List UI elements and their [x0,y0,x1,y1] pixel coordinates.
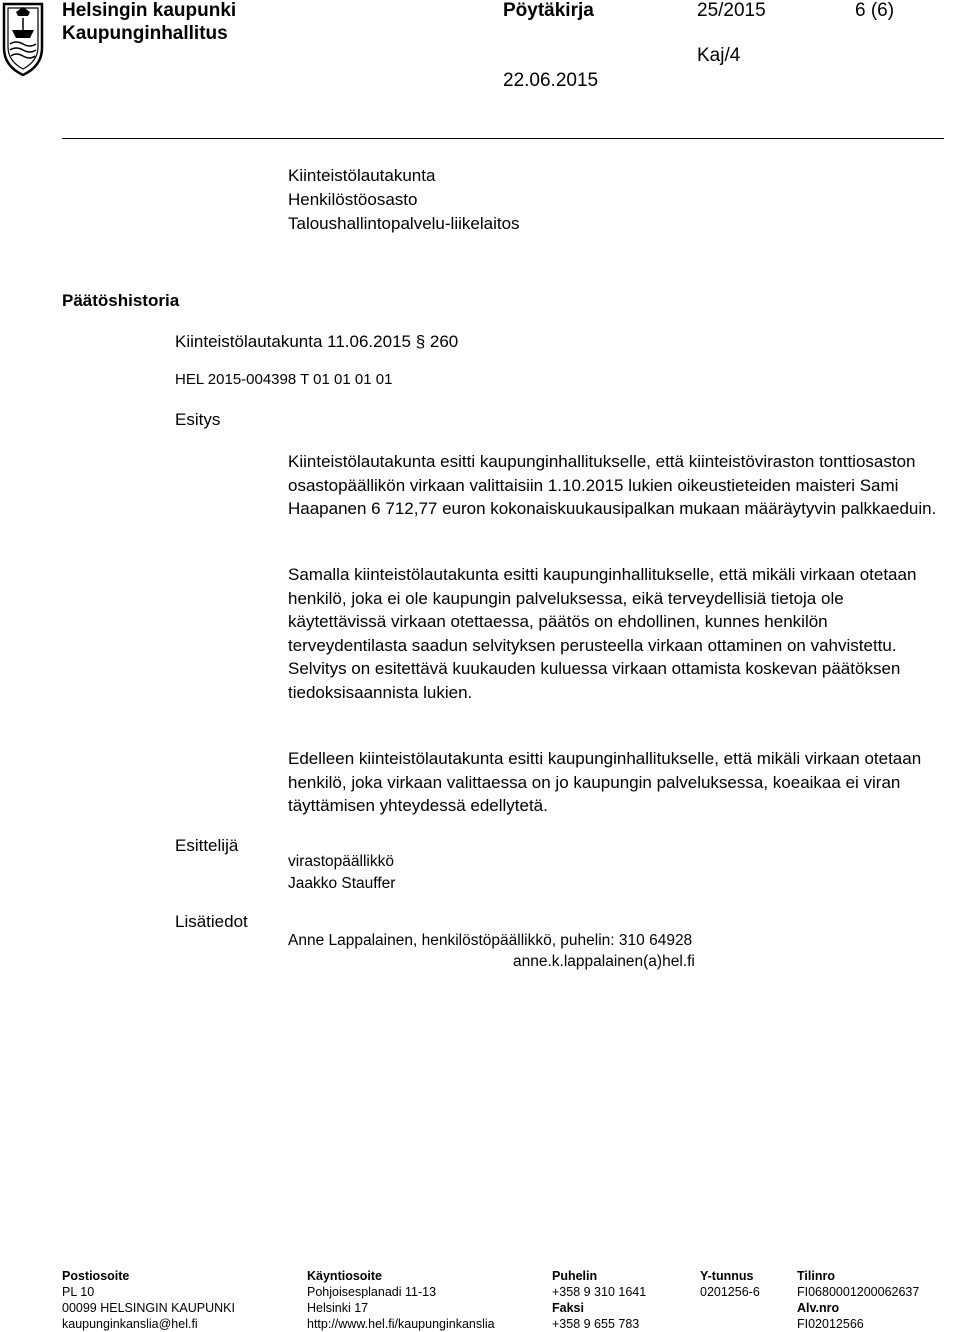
recipient: Kiinteistölautakunta [288,166,436,185]
meeting-date: 22.06.2015 [503,70,599,91]
paragraph-1: Kiinteistölautakunta esitti kaupunginhallitukselle, että kiinteistöviraston tonttiosaston osastopäällikön virkaan valittaisiin 1.10.2015 lukien oikeustieteiden maisteri Sami Haapanen 6 712,77 euron kokonaiskuukausipalkan mukaan määräytyvin palkkaeduin. [288,452,937,519]
footer-account: Tilinro FI0680001200062637 Alv.nro FI02012566 [797,1269,920,1331]
decision-history-heading: Päätöshistoria [62,291,180,310]
presenter-name: Jaakko Stauffer [288,875,396,892]
case-reference: HEL 2015-004398 T 01 01 01 01 [175,371,393,388]
esitys-label: Esitys [175,410,221,429]
doc-number: 25/2015 [697,0,766,21]
helsinki-crest-logo [0,0,46,78]
footer-business-id: Y-tunnus 0201256-6 [700,1269,760,1299]
section-code: Kaj/4 [697,45,741,66]
doc-type: Pöytäkirja [503,0,594,21]
footer-postal: Postiosoite PL 10 00099 HELSINGIN KAUPUNKI kaupunginkanslia@hel.fi [62,1269,235,1331]
paragraph-3: Edelleen kiinteistölautakunta esitti kaupunginhallitukselle, että mikäli virkaan otetaan henkilö, joka virkaan valittaessa on jo kaupungin palveluksessa, koeaikaa ei viran täyttämisen yhteydessä edellytetä. [288,749,922,816]
paragraph-2: Samalla kiinteistölautakunta esitti kaupunginhallitukselle, että mikäli virkaan otetaan henkilö, joka ei ole kaupungin palveluksessa, eikä terveydellisiä tietoja ole käytettävissä virkaan otettaessa, päätös on ehdollinen, kunnes henkilön terveydentilasta saadun selvityksen perusteella virkaan ottaminen on vahvistettu. Selvitys on esitettävä kuukauden kuluessa virkaan ottamista koskevan päätöksen tiedoksisaannista lukien. [288,565,917,702]
org-name: Helsingin kaupunki [62,0,237,21]
info-label: Lisätiedot [175,912,248,931]
footer-phone: Puhelin +358 9 310 1641 Faksi +358 9 655 783 [552,1269,647,1331]
contact-email: anne.k.lappalainen(a)hel.fi [513,953,695,970]
contact-line: Anne Lappalainen, henkilöstöpäällikkö, puhelin: 310 64928 [288,932,693,949]
footer-visiting: Käyntiosoite Pohjoisesplanadi 11-13 Helsinki 17 http://www.hel.fi/kaupunginkanslia [307,1269,495,1331]
recipient: Henkilöstöosasto [288,190,418,209]
page-number: 6 (6) [855,0,895,21]
presenter-title: virastopäällikkö [288,853,394,870]
dept-name: Kaupunginhallitus [62,23,228,44]
header-divider [62,138,944,139]
history-entry: Kiinteistölautakunta 11.06.2015 § 260 [175,332,459,351]
recipient: Taloushallintopalvelu-liikelaitos [288,214,520,233]
presenter-label: Esittelijä [175,836,239,855]
